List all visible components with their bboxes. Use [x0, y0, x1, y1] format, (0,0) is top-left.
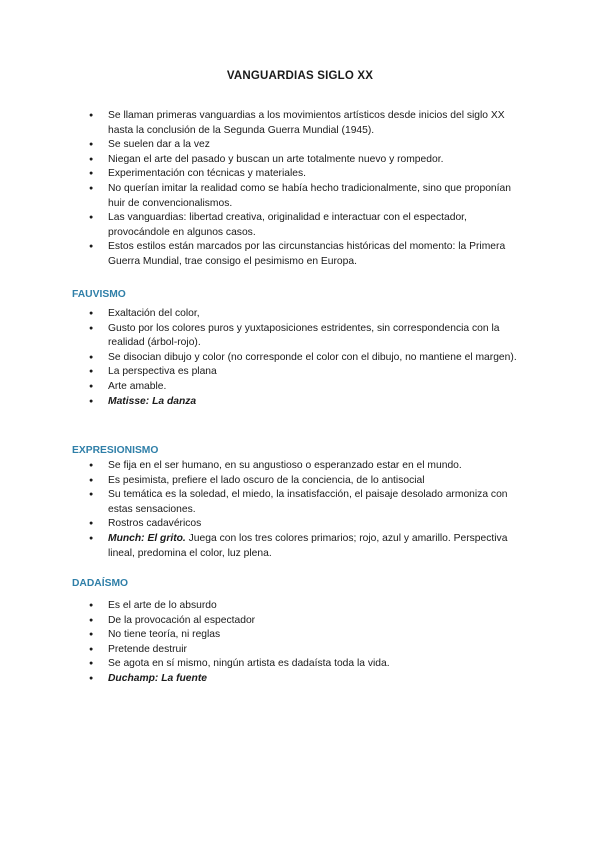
list-item: ● Se llaman primeras vanguardias a los movimientos artísticos desde inicios del siglo XX hasta la conclusión de la Segunda Guerra Mundial (1945). — [89, 109, 529, 138]
expresionismo-list — [89, 459, 529, 561]
list-item: ● Se suelen dar a la vez — [89, 138, 529, 153]
list-item: ● Es pesimista, prefiere el lado oscuro de la conciencia, de lo antisocial — [89, 474, 529, 489]
fauvismo-list — [89, 307, 529, 409]
list-item: ● Es el arte de lo absurdo — [89, 599, 529, 614]
list-item: ● Experimentación con técnicas y materiales. — [89, 167, 529, 182]
list-item: ● Rostros cadavéricos — [89, 517, 529, 532]
intro-list — [89, 109, 529, 270]
document-title: VANGUARDIAS SIGLO XX — [226, 70, 374, 82]
list-item: ● Se agota en sí mismo, ningún artista es dadaísta toda la vida. — [89, 657, 529, 672]
artwork-description: Juega con los tres colores primarios; rojo, azul y amarillo. Perspectiva lineal, predomina el color, luz plena. — [108, 532, 508, 559]
list-item: ● De la provocación al espectador — [89, 614, 529, 629]
artwork-reference: Matisse: La danza — [108, 395, 197, 407]
list-item: ● No querían imitar la realidad como se había hecho tradicionalmente, sino que proponían huir de convencionalismos. — [89, 182, 529, 211]
artwork-reference: Munch: El grito. — [108, 532, 186, 544]
section-heading-dadaismo: DADAÍSMO — [72, 578, 129, 589]
section-heading-expresionismo: EXPRESIONISMO — [72, 445, 159, 456]
dadaismo-list — [89, 599, 529, 687]
list-item — [89, 395, 529, 410]
list-item — [89, 672, 529, 687]
list-item: ● Su temática es la soledad, el miedo, la insatisfacción, el paisaje desolado armoniza con estas sensaciones. — [89, 488, 529, 517]
list-item: ● Arte amable. — [89, 380, 529, 395]
list-item — [89, 532, 529, 561]
section-heading-fauvismo: FAUVISMO — [72, 289, 126, 300]
list-item: ● Estos estilos están marcados por las circunstancias históricas del momento: la Primera Guerra Mundial, trae consigo el pesimismo en Europa. — [89, 240, 529, 269]
list-item: ● Pretende destruir — [89, 643, 529, 658]
list-item: ● Niegan el arte del pasado y buscan un arte totalmente nuevo y rompedor. — [89, 153, 529, 168]
list-item: ● Gusto por los colores puros y yuxtaposiciones estridentes, sin correspondencia con la realidad (árbol-rojo). — [89, 322, 529, 351]
artwork-reference: Duchamp: La fuente — [108, 672, 207, 684]
list-item: ● Exaltación del color, — [89, 307, 529, 322]
list-item: ● No tiene teoría, ni reglas — [89, 628, 529, 643]
list-item: ● La perspectiva es plana — [89, 365, 529, 380]
list-item: ● Se disocian dibujo y color (no corresponde el color con el dibujo, no mantiene el margen). — [89, 351, 529, 366]
list-item: ● Las vanguardias: libertad creativa, originalidad e interactuar con el espectador, provocándole en algunos casos. — [89, 211, 529, 240]
list-item: ● Se fija en el ser humano, en su angustioso o esperanzado estar en el mundo. — [89, 459, 529, 474]
